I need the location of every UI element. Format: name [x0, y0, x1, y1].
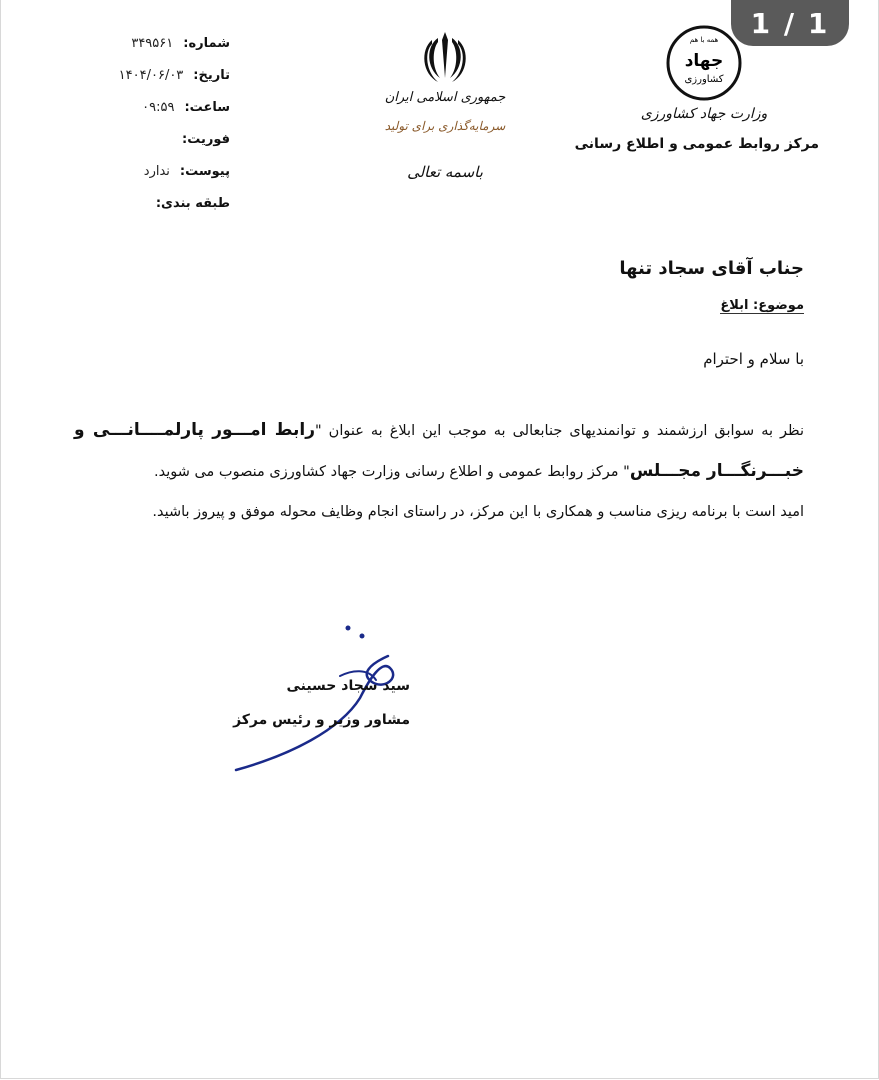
year-slogan: سرمایه‌گذاری برای تولید [384, 119, 506, 133]
signatory-title: مشاور وزیر و رئیس مرکز [233, 712, 410, 728]
meta-label: شماره: [183, 36, 230, 51]
salutation: با سلام و احترام [703, 350, 804, 368]
meta-value: ندارد [143, 164, 170, 179]
meta-label: تاریخ: [193, 68, 230, 83]
signature-block [200, 620, 440, 780]
subject-text: موضوع: ابلاغ [720, 298, 804, 313]
paragraph-part-3: امید است با برنامه ریزی مناسب و همکاری با این مرکز، در راستای انجام وظایف محوله موفق و پیروز باشید. [152, 504, 804, 520]
jahad-keshavarzi-logo [663, 22, 745, 104]
logo-main-text: جهاد [684, 51, 724, 71]
iran-emblem-icon [420, 28, 470, 86]
meta-value: ۳۴۹۵۶۱ [131, 36, 174, 51]
ministry-name: وزارت جهاد کشاورزی [640, 106, 768, 122]
republic-text: جمهوری اسلامی ایران [384, 90, 506, 105]
meta-row-date [70, 68, 230, 100]
meta-row-time [70, 100, 230, 132]
meta-row-number [70, 36, 230, 68]
appointed-position: رابط امـــور پارلمــــانـــی و خبـــرنگـــار مجـــلس [74, 420, 804, 481]
logo-sub-text: کشاورزی [684, 74, 724, 85]
subject-line [74, 298, 804, 313]
center-name: مرکز روابط عمومی و اطلاع رسانی [574, 136, 819, 152]
paragraph-part-2: " مرکز روابط عمومی و اطلاع رسانی وزارت جهاد کشاورزی منصوب می شوید. [153, 464, 630, 480]
meta-label: فوریت: [182, 132, 230, 147]
meta-row-urgency [70, 132, 230, 164]
bismillah: باسمه تعالی [407, 163, 483, 181]
ministry-header [574, 22, 819, 152]
meta-label: طبقه بندی: [155, 196, 230, 211]
signatory-name: سید سجاد حسینی [286, 678, 410, 694]
letter-paragraph [74, 410, 804, 532]
logo-top-text: همه با هم [689, 36, 719, 44]
letter-meta [70, 36, 230, 228]
recipient: جناب آقای سجاد تنها [619, 258, 804, 279]
meta-value: ۱۴۰۴/۰۶/۰۳ [118, 68, 184, 83]
paragraph-part-1: نظر به سوابق ارزشمند و توانمندیهای جنابعالی به موجب این ابلاغ به عنوان " [314, 423, 804, 439]
meta-row-attachment [70, 164, 230, 196]
meta-label: پیوست: [179, 164, 230, 179]
meta-value: ۰۹:۵۹ [142, 100, 175, 115]
handwritten-signature-icon [200, 620, 440, 780]
meta-row-classification [70, 196, 230, 228]
page-indicator: 1 / 1 [731, 0, 849, 46]
meta-label: ساعت: [184, 100, 230, 115]
republic-header [370, 28, 520, 181]
